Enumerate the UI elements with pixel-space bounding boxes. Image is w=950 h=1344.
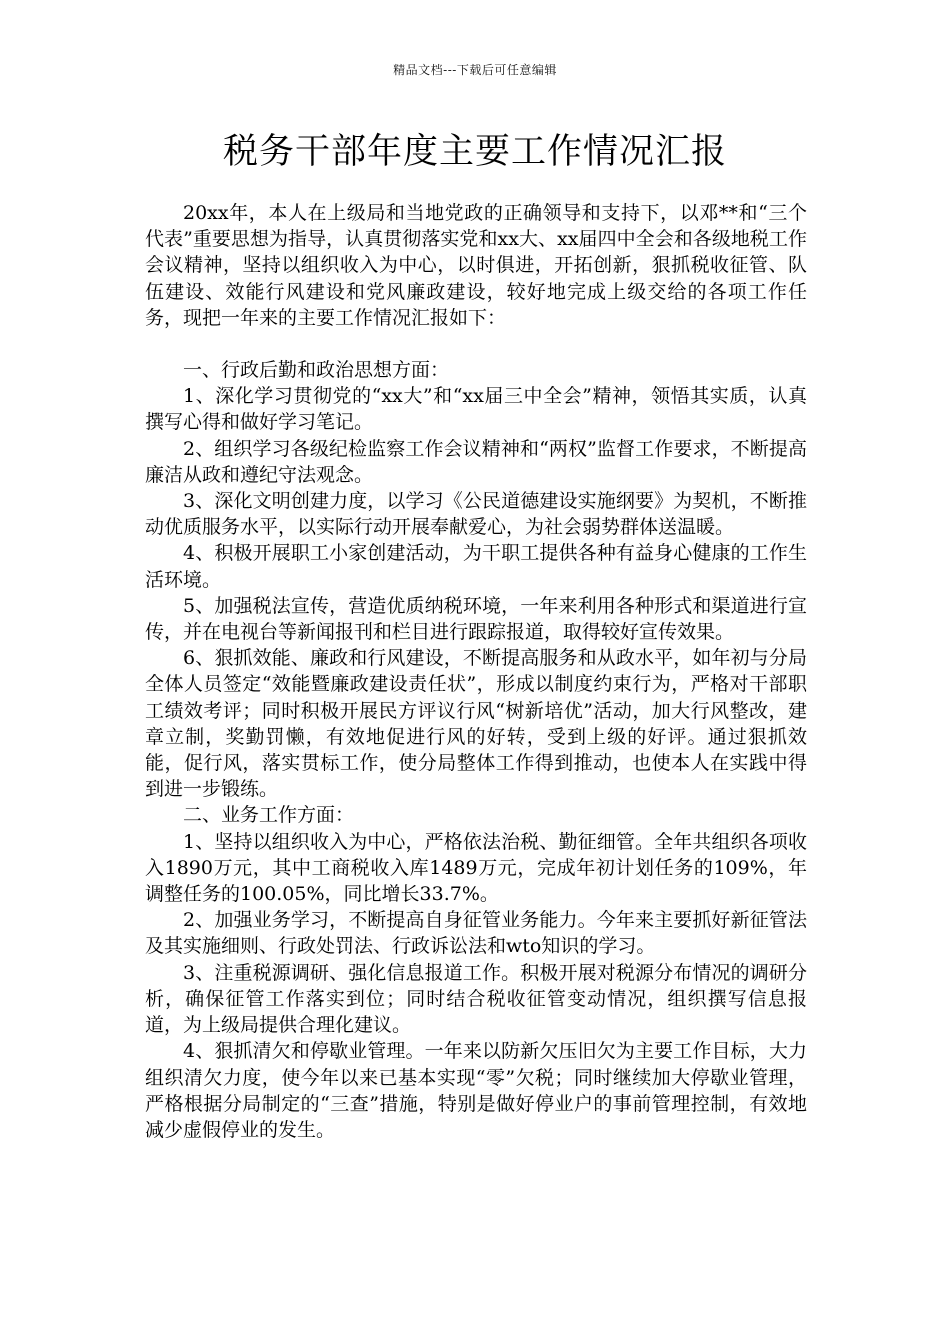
admin-item-6: 6、狠抓效能、廉政和行风建设，不断提高服务和从政水平，如年初与分局全体人员签定“效能暨廉政建设责任状”，形成以制度约束行为，严格对干部职工绩效考评；同时积极开展民方评议行风“树新培优”活动，加大行风整改，建章立制，奖勤罚懒，有效地促进行风的好转，受到上级的好评。通过狠抓效能，促行风，落实贯标工作，使分局整体工作得到推动，也使本人在实践中得到进一步锻练。: [145, 647, 807, 801]
admin-item-3: 3、深化文明创建力度，以学习《公民道德建设实施纲要》为契机，不断推动优质服务水平，以实际行动开展奉献爱心，为社会弱势群体送温暖。: [145, 490, 807, 539]
business-item-3: 3、注重税源调研、强化信息报道工作。积极开展对税源分布情况的调研分析，确保征管工作落实到位；同时结合税收征管变动情况，组织撰写信息报道，为上级局提供合理化建议。: [145, 961, 807, 1037]
page-title: 税务干部年度主要工作情况汇报: [222, 132, 727, 172]
admin-item-4: 4、积极开展职工小家创建活动，为干职工提供各种有益身心健康的工作生活环境。: [145, 542, 807, 591]
business-item-4: 4、狠抓清欠和停歇业管理。一年来以防新欠压旧欠为主要工作目标，大力组织清欠力度，使今年以来已基本实现“零”欠税；同时继续加大停歇业管理，严格根据分局制定的“三查”措施，特别是做好停业户的事前管理控制，有效地减少虚假停业的发生。: [145, 1040, 807, 1141]
section-heading-business: 二、业务工作方面：: [183, 804, 355, 827]
admin-item-2: 2、组织学习各级纪检监察工作会议精神和“两权”监督工作要求，不断提高廉洁从政和遵纪守法观念。: [145, 437, 807, 486]
business-item-2: 2、加强业务学习，不断提高自身征管业务能力。今年来主要抓好新征管法及其实施细则、行政处罚法、行政诉讼法和wto知识的学习。: [145, 909, 807, 958]
admin-item-5: 5、加强税法宣传，营造优质纳税环境，一年来利用各种形式和渠道进行宣传，并在电视台等新闻报刊和栏目进行跟踪报道，取得较好宣传效果。: [145, 594, 807, 644]
section-heading-admin: 一、行政后勤和政治思想方面：: [183, 359, 450, 382]
intro-paragraph: 20xx年，本人在上级局和当地党政的正确领导和支持下，以邓**和“三个代表”重要思想为指导，认真贯彻落实党和xx大、xx届四中全会和各级地税工作会议精神，坚持以组织收入为中心，以时俱进，开拓创新，狠抓税收征管、队伍建设、效能行风建设和党风廉政建设，较好地完成上级交给的各项工作任务，现把一年来的主要工作情况汇报如下：: [145, 202, 807, 329]
header-note: 精品文档---下载后可任意编辑: [393, 63, 557, 77]
document-body: [145, 200, 807, 1143]
business-item-1: 1、坚持以组织收入为中心，严格依法治税、勤征细管。全年共组织各项收入1890万元，其中工商税收入库1489万元，完成年初计划任务的109%，年调整任务的100.05%，同比增长33.7%。: [145, 830, 807, 906]
admin-item-1: 1、深化学习贯彻党的“xx大”和“xx届三中全会”精神，领悟其实质，认真撰写心得和做好学习笔记。: [145, 385, 807, 434]
